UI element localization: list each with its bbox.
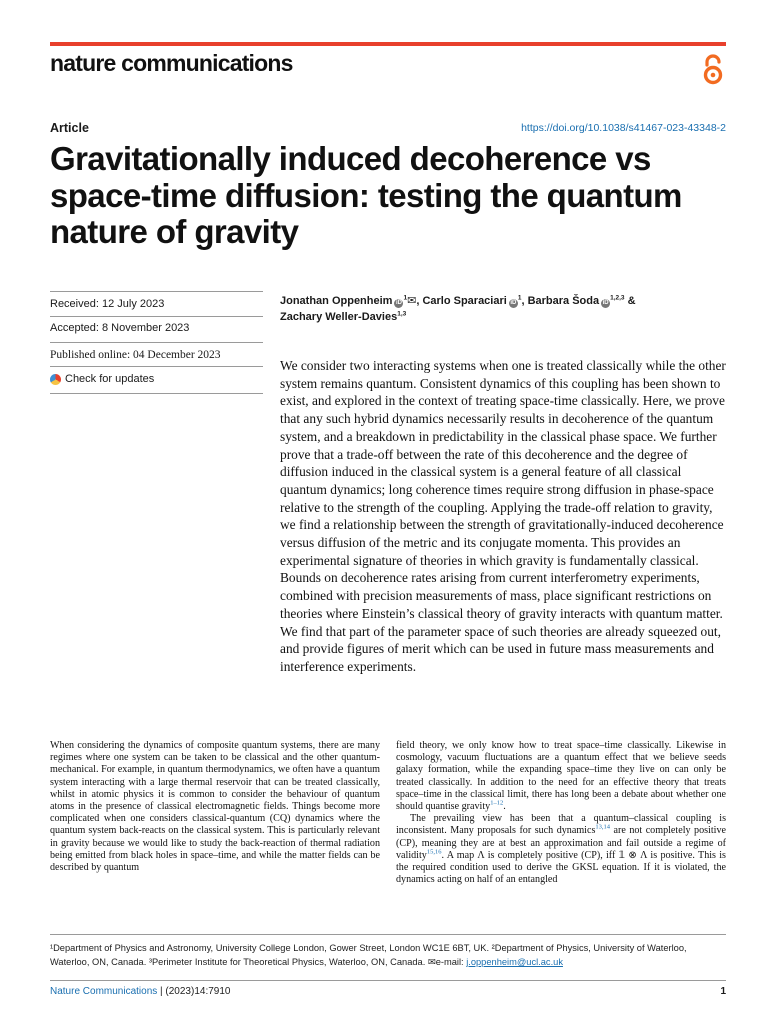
article-type: Article [50, 121, 89, 135]
author-name[interactable]: Jonathan Oppenheim [280, 295, 393, 307]
email-link[interactable]: j.oppenheim@ucl.ac.uk [466, 957, 563, 967]
doi-link[interactable]: https://doi.org/10.1038/s41467-023-43348-2 [521, 122, 726, 134]
author-name[interactable]: Carlo Sparaciari [422, 295, 507, 307]
journal-name: nature communications [50, 50, 293, 76]
citation-link[interactable]: 1–12 [490, 799, 504, 807]
check-updates-label: Check for updates [65, 373, 155, 385]
footer-citation: Nature Communications | (2023)14:7910 [50, 986, 231, 997]
published-date: Published online: 04 December 2023 [50, 342, 263, 361]
author-affiliation: 1 [403, 294, 408, 302]
body-paragraph: The prevailing view has been that a quantum–classical coupling is inconsistent. Many proposals for such dynamics$^{13,14}$ are not completely positive (CP), meaning they are at best an approximation and fail outside a regime of validity$^{15,16}$. A map Λ is completely positive (CP), iff 𝟙 ⊗ Λ is positive. This is the required condition used to derive the GKSL equation. If it is violated, the dynamics acting on half of an entangled [396, 813, 726, 886]
paper-title: Gravitationally induced decoherence vs space-time diffusion: testing the quantum nature of gravity [50, 140, 682, 250]
check-updates-icon [50, 374, 61, 385]
header-accent-bar [50, 42, 726, 46]
envelope-icon: ✉ [427, 957, 436, 967]
body-column-right [396, 740, 726, 886]
author-affiliation: 1 [517, 294, 522, 302]
body-paragraph: field theory, we only know how to treat space–time classically. Likewise in cosmology, vacuum fluctuations are a quantum effect that we believe seeds galaxy formation, while the expanding space–time they live on can only be treated classically. In addition to the need for an effective theory that treats space–time in the classical limit, there has long been a debate about whether one should quantise gravity$^{1-12}$. [396, 740, 726, 813]
footer-divider [50, 980, 726, 981]
check-updates-button[interactable] [50, 366, 263, 394]
author-name[interactable]: Zachary Weller-Davies [280, 311, 398, 323]
received-date: Received: 12 July 2023 [50, 291, 263, 310]
footer-journal-link[interactable]: Nature Communications [50, 986, 158, 997]
orcid-icon[interactable]: iD [510, 300, 517, 306]
body-column-left: When considering the dynamics of composite quantum systems, there are many regimes where one system can be taken to be classical and the other quantum-mechanical. For example, in quantum thermodynamics, we often have a quantum system interacting with a large thermal reservoir that can be treated classically, whilst in atomic physics it is common to consider the behaviour of quantum atoms in the presence of classical electromagnetic fields. Things become more complicated when one considers classical-quantum (CQ) dynamics where the quantum system back-reacts on the classical system. This is particularly relevant in gravity because we would like to study the back-reaction of thermal radiation being emitted from black holes in space–time, and while the matter fields can be described by quantum [50, 740, 380, 874]
orcid-icon[interactable]: iD [395, 300, 402, 306]
author-name[interactable]: Barbara Šoda [527, 295, 600, 307]
author-affiliation: 1,2,3 [610, 294, 625, 302]
citation-link[interactable]: 13,14 [595, 824, 611, 832]
affiliation-footnotes: ¹Department of Physics and Astronomy, University College London, Gower Street, London WC1E 6BT, UK. ²Department of Physics, University of Waterloo, Waterloo, ON, Canada. ³Perimeter Institute for Theoretical Physics, Waterloo, ON, Canada. ✉e-mail: j.oppenheim@ucl.ac.uk [50, 934, 726, 969]
envelope-icon[interactable]: ✉ [407, 295, 417, 307]
open-access-icon[interactable] [700, 54, 726, 86]
author-affiliation: 1,3 [397, 310, 407, 318]
page-number: 1 [720, 986, 726, 997]
accepted-date: Accepted: 8 November 2023 [50, 316, 263, 334]
orcid-icon[interactable]: iD [602, 300, 609, 306]
citation-link[interactable]: 15,16 [426, 848, 442, 856]
author-list: Jonathan Oppenheim $iD^1✉$, Carlo Sparaciari $iD^1$, Barbara Šoda iD$^{1,2,3}$ & Zachary Weller-Davies$^{1,3}$ [280, 294, 636, 323]
abstract: We consider two interacting systems when one is treated classically while the other system remains quantum. Consistent dynamics of this coupling has been shown to exist, and explored in the context of treating space-time classically. Here, we prove that any such hybrid dynamics necessarily results in decoherence of the quantum system, and a breakdown in predictability in the classical phase space. We further prove that a trade-off between the rate of this decoherence and the degree of diffusion induced in the classical system is a general feature of all classical quantum dynamics; long coherence times require strong diffusion in phase-space relative to the strength of the coupling. Applying the trade-off relation to gravity, we find a relationship between the strength of gravitationally-induced decoherence versus diffusion of the metric and its conjugate momenta. This provides an experimental signature of theories in which gravity is fundamentally classical. Bounds on decoherence rates arising from current interferometry experiments, combined with precision measurements of mass, place significant restrictions on theories where Einstein’s classical theory of gravity interacts with quantum matter. We find that part of the parameter space of such theories are already squeezed out, and provide figures of merit which can be used in future mass measurements and interference experiments. [280, 358, 726, 674]
